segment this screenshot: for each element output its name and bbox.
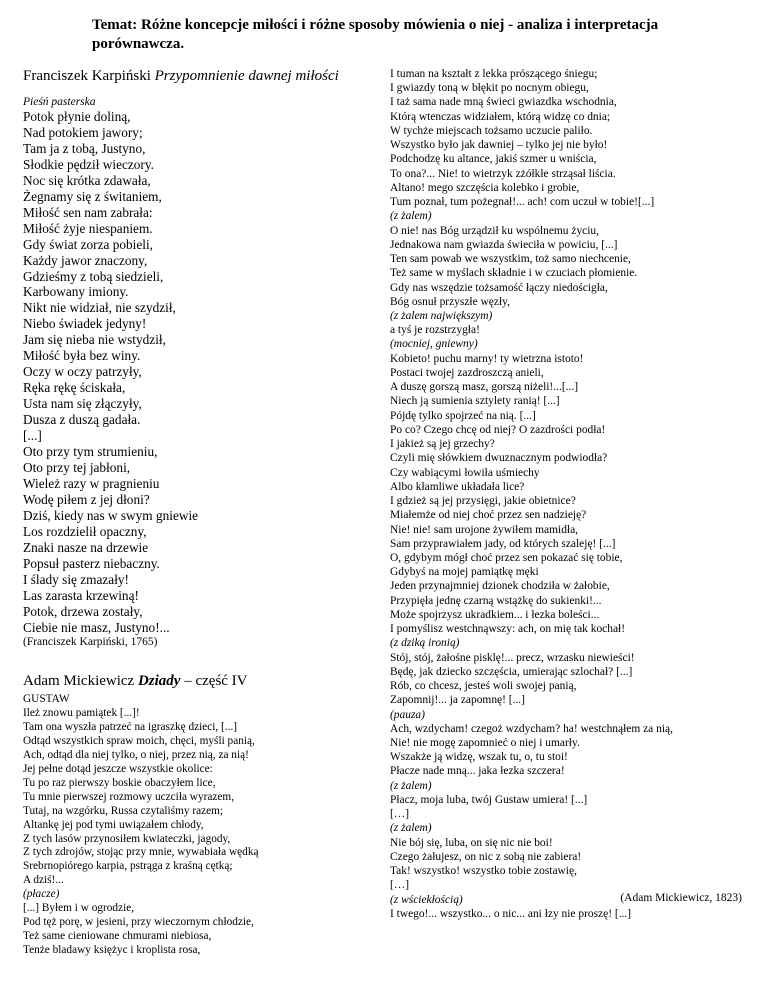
poem-line: Tum poznał, tum pożegnał!... ach! com uczuł w tobie![...] [390, 196, 655, 209]
poem-line: Też same w myślach składnie i w czuciach płomienie. [390, 267, 638, 280]
poem-line: (pauza) [390, 708, 425, 721]
poem-line: Odtąd wszystkich spraw moich, chęci, myśli panią, [23, 735, 255, 748]
mickiewicz-heading [23, 672, 368, 691]
poem-line: Los rozdzielił opaczny, [23, 523, 147, 539]
poem-line: Słodkie pędził wieczory. [23, 156, 154, 172]
poem-line: Stój, stój, żałośne pisklę!... precz, wrzasku niewieści! [390, 651, 635, 664]
poem-line: Jeden przynajmniej dzionek chodziła w żałobie, [390, 580, 610, 593]
poem-line: Potok, drzewa zostały, [23, 603, 143, 619]
mickiewicz-signature: (Adam Mickiewicz, 1823) [620, 892, 742, 904]
poem-line: Podchodzę ku altance, jakiś szmer u wniścia, [390, 153, 597, 166]
poem-line: [...] Byłem i w ogrodzie, [23, 902, 135, 915]
poem-line: Nie! nie mogę zapomnieć o niej i umarły. [390, 737, 580, 750]
mickiewicz-author: Adam Mickiewicz [23, 673, 135, 690]
poem-line: Miłość była bez winy. [23, 348, 141, 364]
poem-line: Ileż znowu pamiątek [...]! [23, 707, 140, 720]
poem-line: Czyli mię słówkiem dwuznacznym podwiodła? [390, 452, 608, 465]
mickiewicz-title: Dziady [137, 673, 181, 690]
poem-line: Nie! nie! sam urojone żywiłem mamidła, [390, 523, 579, 536]
poem-line: (z wściekłością) [390, 893, 463, 906]
karpinski-author: Franciszek Karpiński [23, 68, 151, 84]
poem-line: Tu mnie pierwszej rozmowy uczciła wyrazem, [23, 790, 235, 803]
poem-line: Przypięła jednę czarną wstążkę do sukienki!... [390, 594, 602, 607]
poem-line: Tam ona wyszła patrzeć na igraszkę dzieci, [...] [23, 721, 238, 734]
poem-line: (płacze) [23, 888, 60, 901]
poem-line: Płacze nade mną... jaka łezka szczera! [390, 765, 565, 778]
poem-line: (z dziką ironią) [390, 637, 460, 650]
poem-line: Płacz, moja luba, twój Gustaw umiera! [...] [390, 793, 588, 806]
poem-line: Miłość żyje niespaniem. [23, 220, 153, 236]
poem-line: Wszystko było jak dawniej – tylko jej nie było! [390, 139, 608, 152]
poem-line: Znaki nasze na drzewie [23, 539, 149, 555]
poem-line: Ach, wzdycham! czegoż wzdycham? ha! westchnąłem za nią, [390, 722, 673, 735]
poem-line: Niebo świadek jedyny! [23, 316, 147, 332]
poem-line: [...] [23, 428, 42, 444]
poem-line: (mocniej, gniewny) [390, 338, 478, 351]
poem-line: Może spojrzysz ukradkiem... i łezka boleści... [390, 608, 600, 621]
karpinski-title: Przypomnienie dawnej miłości [154, 68, 339, 84]
poem-line: Z tych zdrojów, stojąc przy mnie, wywabiała wędką [23, 846, 259, 859]
poem-line: Gdzieśmy z tobą siedzieli, [23, 268, 164, 284]
poem-line: Tak! wszystko! wszystko tobie zostawię, [390, 865, 577, 878]
poem-line: Gdybyś na mojej pamiątkę męki [390, 566, 539, 579]
poem-line: Pójdę tylko spojrzeć na nią. [...] [390, 409, 536, 422]
poem-line: Ach, odtąd dla niej tylko, o niej, przez nią, za nią! [23, 749, 249, 762]
poem-line: Będę, jak dziecko szczęścia, umierając szlochał? [...] [390, 665, 633, 678]
poem-line: Wszakże ją widzę, wszak tu, o, tu stoi! [390, 751, 568, 764]
poem-line: GUSTAW [23, 693, 70, 706]
poem-line: O, gdybym mógł choć przez sen pokazać się tobie, [390, 551, 623, 564]
poem-line: Ten sam powab we wszystkim, toż samo niechcenie, [390, 253, 631, 266]
poem-line: Zapomnij!... ja zapomnę! [...] [390, 694, 525, 707]
karpinski-subtitle: Pieśń pasterska [23, 96, 96, 108]
poem-line: Altankę jej pod tymi uwiązałem chłody, [23, 818, 204, 831]
poem-line: a tyś je rozstrzygła! [390, 324, 480, 337]
poem-line: Pod tęż porę, w jesieni, przy wieczornym chłodzie, [23, 915, 254, 928]
poem-line: Miałemże od niej choć przez sen nadzieję? [390, 509, 587, 522]
poem-line: Którą wtenczas widziałem, którą widzę co dnia; [390, 110, 611, 123]
poem-line: Nad potokiem jawory; [23, 124, 143, 140]
poem-line: Jej pełne dotąd jeszcze wszystkie okolice: [23, 762, 213, 775]
poem-line: (z żalem) [390, 210, 432, 223]
poem-line: I tuman na kształt z lekka prószącego śniegu; [390, 68, 598, 80]
poem-line: A duszę gorszą masz, gorszą niżeli!...[...] [390, 381, 579, 394]
poem-line: Czy wabiącymi łowiła uśmiechy [390, 466, 540, 479]
poem-line: Nikt nie widział, nie szydził, [23, 300, 176, 316]
poem-line: (z żalem) [390, 779, 432, 792]
topic-heading: Temat: Różne koncepcje miłości i różne sposoby mówienia o niej - analiza i interpretacja porównawcza. [92, 17, 659, 52]
poem-line: Dziś, kiedy nas w swym gniewie [23, 507, 199, 523]
poem-line: I gdzież są jej przysięgi, jakie obietnice? [390, 495, 576, 508]
poem-line: Czego żałujesz, on nic z sobą nie zabiera! [390, 850, 582, 863]
poem-line: I pomyślisz westchnąwszy: ach, on mię tak kochał! [390, 623, 626, 636]
poem-line: Postaci twojej zazdroszczą anieli, [390, 366, 544, 379]
poem-line: (z żalem największym) [390, 309, 493, 322]
poem-line: Srebrnopiórego karpia, pstrąga z kraśną cętką; [23, 860, 233, 873]
poem-line: I gwiazdy toną w błękit po nocnym obiegu, [390, 82, 589, 95]
karpinski-poem [23, 109, 368, 635]
poem-line: I twego!... wszystko... o nic... ani łzy nie proszę! [...] [390, 907, 632, 920]
poem-line: Kobieto! puchu marny! ty wietrzna istoto! [390, 352, 584, 365]
poem-line: Tenże bladawy księżyc i kroplista rosa, [23, 943, 201, 956]
right-column [390, 67, 750, 921]
poem-line: […] [390, 808, 410, 821]
poem-line: Oto przy tym strumieniu, [23, 444, 158, 460]
mickiewicz-part: – część IV [184, 673, 248, 690]
left-column [23, 67, 368, 958]
mickiewicz-section [23, 672, 368, 957]
karpinski-heading [23, 67, 368, 86]
poem-line: Wieleż razy w pragnieniu [23, 475, 160, 491]
poem-line: I ślady się zmazały! [23, 571, 129, 587]
poem-line: Gdy nas wszędzie tożsamość łączy niedościgła, [390, 281, 608, 294]
poem-line: Karbowany imiony. [23, 284, 129, 300]
poem-line: Albo kłamliwe układała lice? [390, 480, 525, 493]
poem-line: Gdy świat zorza pobieli, [23, 236, 153, 252]
poem-line: Niech ją sumienia sztylety ranią! [...] [390, 395, 560, 408]
poem-line: Potok płynie doliną, [23, 109, 131, 124]
poem-line: Jednakowa nam gwiazda świeciła w powiciu, [...] [390, 238, 618, 251]
poem-line: Usta nam się złączyły, [23, 396, 142, 412]
mickiewicz-poem-left [23, 693, 368, 957]
poem-line: Altano! mego szczęścia kolebko i grobie, [390, 181, 580, 194]
poem-line: Bóg osnuł przyszłe węzły, [390, 295, 510, 308]
poem-line: Tam ja z tobą, Justyno, [23, 140, 146, 156]
poem-line: Wodę piłem z jej dłoni? [23, 491, 150, 507]
poem-line: Tutaj, na wzgórku, Russa czytaliśmy razem; [23, 804, 224, 817]
poem-line: Sam przyprawiałem jady, od których szaleję! [...] [390, 537, 616, 550]
mickiewicz-poem-right [390, 67, 750, 921]
poem-line: […] [390, 879, 410, 892]
poem-line: Noc się krótka zdawała, [23, 172, 151, 188]
poem-line: Las zarasta krzewiną! [23, 587, 139, 603]
poem-line: Ręka rękę ściskała, [23, 380, 126, 396]
poem-line: Jam się nieba nie wstydził, [23, 332, 166, 348]
poem-line: Oczy w oczy patrzyły, [23, 364, 142, 380]
poem-line: Tu po raz pierwszy boskie obaczyłem lice, [23, 776, 216, 789]
poem-line: (z żalem) [390, 822, 432, 835]
poem-line: Ciebie nie masz, Justyno!... [23, 619, 170, 635]
poem-line: W tychże miejscach tożsamo uczucie paliło. [390, 124, 593, 137]
poem-line: I taż sama nade mną świeci gwiazdka wschodnia, [390, 96, 617, 109]
poem-line: A dziś!... [23, 874, 64, 887]
poem-line: Miłość sen nam zabrała: [23, 204, 153, 220]
poem-line: Z tych lasów przynosiłem kwiateczki, jagody, [23, 832, 231, 845]
poem-line: O nie! nas Bóg urządził ku wspólnemu życiu, [390, 224, 600, 237]
poem-line: Popsuł pasterz niebaczny. [23, 555, 160, 571]
poem-line: Oto przy tej jabłoni, [23, 459, 131, 475]
karpinski-signature: (Franciszek Karpiński, 1765) [23, 636, 158, 649]
poem-line: Rób, co chcesz, jesteś woli swojej panią, [390, 680, 577, 693]
poem-line: Żegnamy się z świtaniem, [23, 188, 162, 204]
poem-line: I jakież są jej grzechy? [390, 438, 495, 451]
poem-line: To ona?... Nie! to wietrzyk zżółkłe strząsał liścia. [390, 167, 616, 180]
poem-line: Dusza z duszą gadała. [23, 412, 141, 428]
poem-line: Też same cieniowane chmurami niebiosa, [23, 929, 212, 942]
poem-line: Każdy jawor znaczony, [23, 252, 148, 268]
poem-line: Po co? Czego chcę od niej? O zazdrości podła! [390, 423, 606, 436]
poem-line: Nie bój się, luba, on się nic nie boi! [390, 836, 553, 849]
